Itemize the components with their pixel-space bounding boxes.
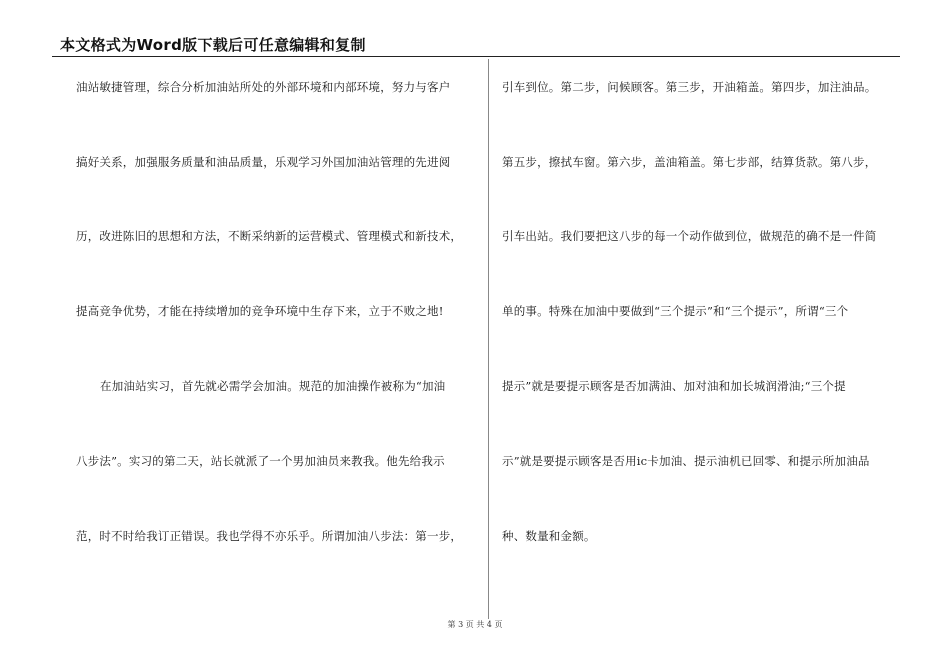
text-line: 提高竞争优势，才能在持续增加的竞争环境中生存下来，立于不败之地! bbox=[76, 304, 444, 318]
text-line: 搞好关系，加强服务质量和油品质量，乐观学习外国加油站管理的先进阅 bbox=[76, 155, 451, 169]
text-line: 种、数量和金额。 bbox=[502, 529, 596, 543]
text-line: 提示”就是要提示顾客是否加满油、加对油和加长城润滑油;“三个提 bbox=[502, 379, 846, 393]
paragraph-first-line: 在加油站实习，首先就必需学会加油。规范的加油操作被称为“加油 bbox=[100, 379, 446, 393]
text-line: 引车出站。我们要把这八步的每一个动作做到位，做规范的确不是一件简 bbox=[502, 229, 877, 243]
text-line: 油站敏捷管理，综合分析加油站所处的外部环境和内部环境，努力与客户 bbox=[76, 80, 451, 94]
text-line: 引车到位。第二步，问候顾客。第三步，开油箱盖。第四步，加注油品。 bbox=[502, 80, 877, 94]
right-column bbox=[502, 0, 902, 672]
column-divider bbox=[488, 59, 489, 619]
text-line: 范，时不时给我订正错误。我也学得不亦乐乎。所谓加油八步法：第一步， bbox=[76, 529, 463, 543]
text-line: 示”就是要提示顾客是否用ic卡加油、提示油机已回零、和提示所加油品 bbox=[502, 454, 870, 468]
page-number: 第 3 页 共 4 页 bbox=[447, 620, 503, 629]
text-line: 单的事。特殊在加油中要做到“三个提示”和“三个提示”，所谓“三个 bbox=[502, 304, 849, 318]
text-line: 八步法”。实习的第二天，站长就派了一个男加油员来教我。他先给我示 bbox=[76, 454, 445, 468]
left-column bbox=[76, 0, 476, 672]
text-line: 第五步，擦拭车窗。第六步，盖油箱盖。第七步部，结算货款。第八步， bbox=[502, 155, 877, 169]
header-title: 本文格式为Word版下载后可任意编辑和复制 bbox=[60, 36, 366, 54]
text-line: 历，改进陈旧的思想和方法，不断采纳新的运营模式、管理模式和新技术， bbox=[76, 229, 463, 243]
